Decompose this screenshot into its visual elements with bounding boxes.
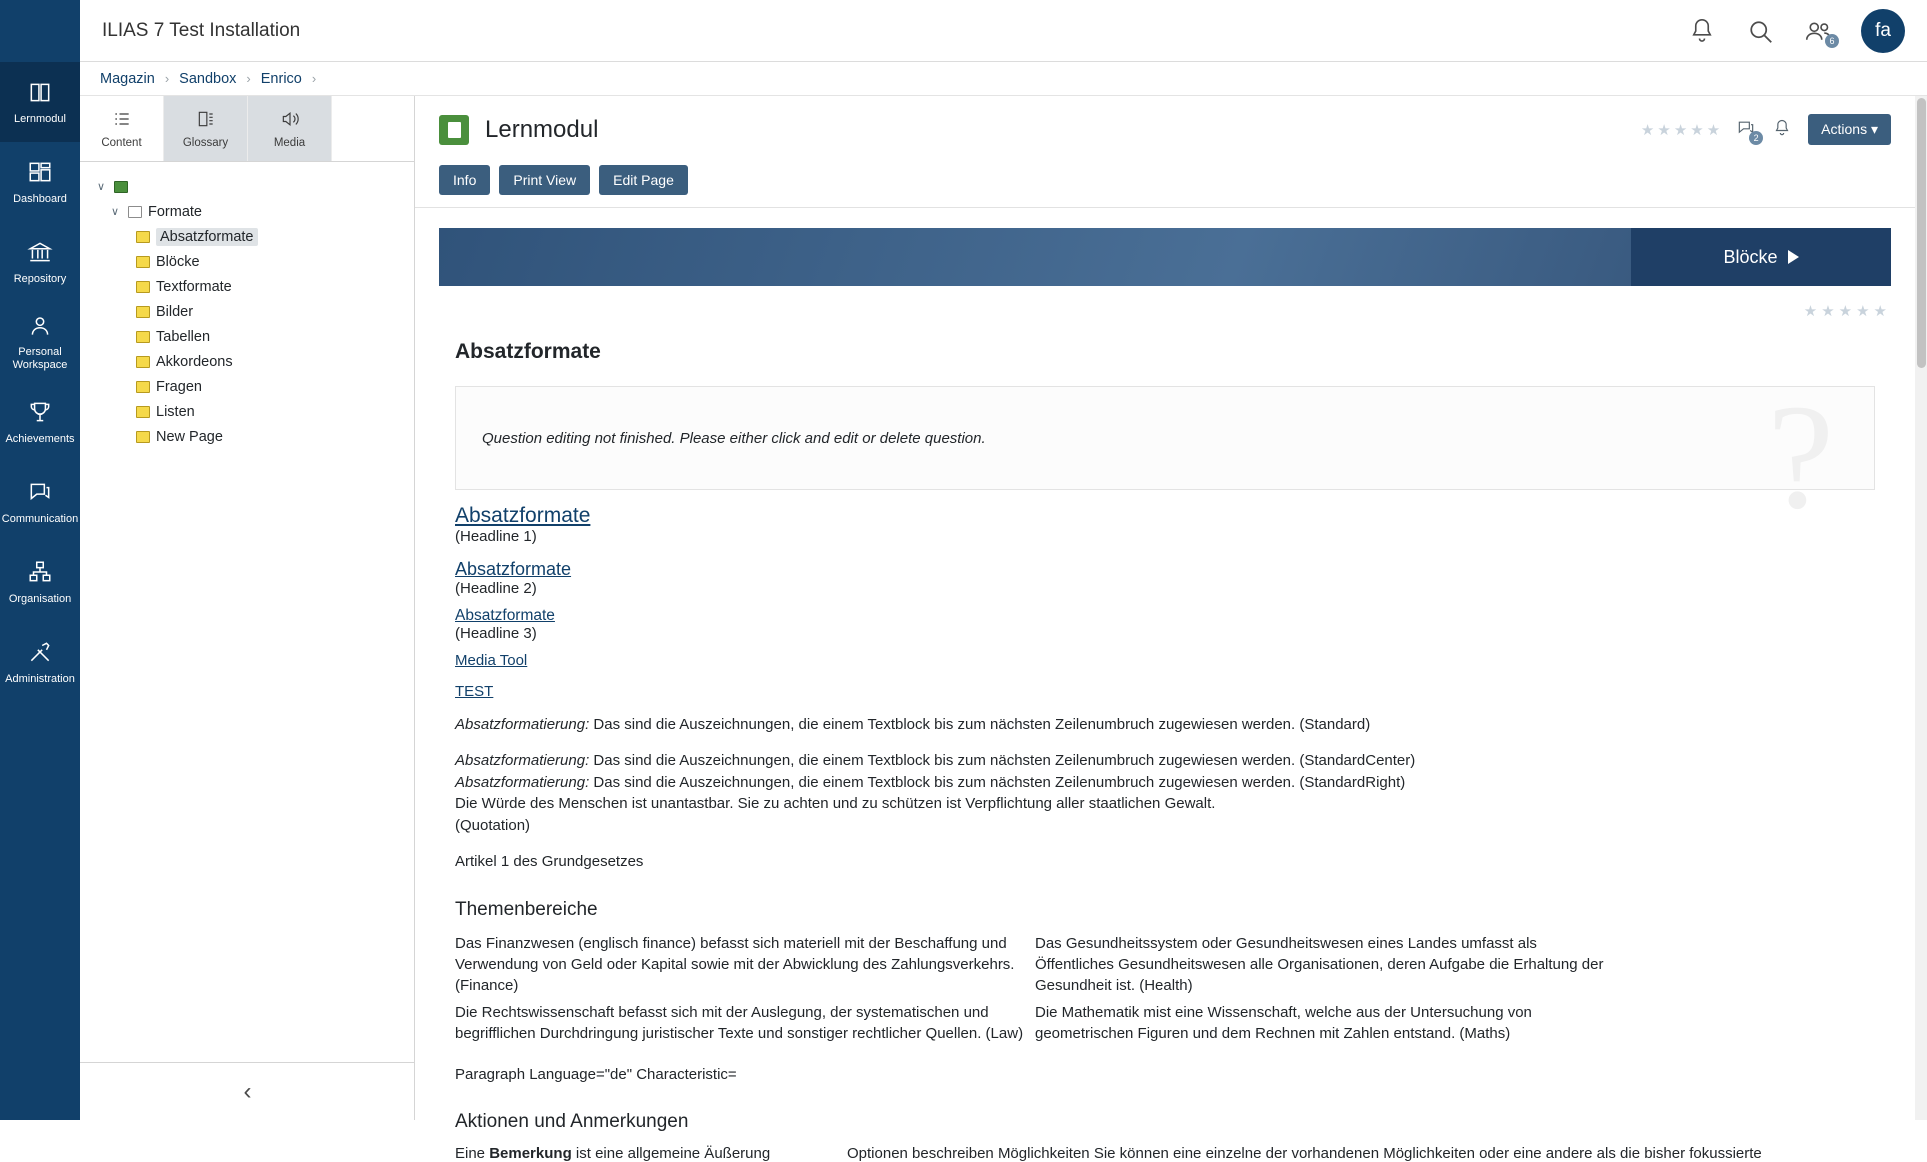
bemerkung-bold: Bemerkung bbox=[489, 1144, 572, 1162]
star-icon[interactable]: ★ bbox=[1706, 121, 1721, 139]
sidebar-item-label: Personal Workspace bbox=[12, 346, 68, 371]
tree-item-label[interactable]: Akkordeons bbox=[156, 353, 233, 370]
content-tree bbox=[80, 162, 414, 449]
paragraph-standard-text: Das sind die Auszeichnungen, die einem Textblock bis zum nächsten Zeilenumbruch zugewiesen werden. (Standard) bbox=[589, 716, 1371, 733]
breadcrumb-item-enrico[interactable]: Enrico bbox=[260, 70, 302, 87]
tree-row[interactable] bbox=[94, 274, 414, 299]
page-icon bbox=[136, 281, 150, 293]
sidebar-item-repository[interactable] bbox=[0, 222, 80, 302]
tab-content[interactable] bbox=[80, 96, 164, 161]
paragraph-language-line: Paragraph Language="de" Characteristic= bbox=[455, 1065, 737, 1083]
notifications-icon[interactable] bbox=[1687, 16, 1717, 46]
tree-row[interactable] bbox=[94, 224, 414, 249]
actions-button[interactable]: Actions ▾ bbox=[1808, 114, 1891, 145]
paragraph-right-text: Das sind die Auszeichnungen, die einem Textblock bis zum nächsten Zeilenumbruch zugewiesen werden. (StandardRight) bbox=[589, 773, 1406, 791]
star-icon[interactable]: ★ bbox=[1873, 303, 1887, 320]
headline-2-block bbox=[455, 559, 1891, 597]
star-icon[interactable]: ★ bbox=[1838, 303, 1853, 320]
org-icon bbox=[25, 559, 55, 589]
tree-item-label[interactable]: Tabellen bbox=[156, 328, 211, 345]
main-navigation-rail bbox=[0, 0, 80, 1120]
search-icon[interactable] bbox=[1745, 16, 1775, 46]
rating-stars-header[interactable] bbox=[1641, 121, 1720, 139]
panel-collapse-button[interactable] bbox=[80, 1062, 415, 1120]
theme-maths: Die Mathematik mist eine Wissenschaft, welche aus der Untersuchung von geometrischen Figuren und dem Rechnen mit Zahlen entstand. (Maths) bbox=[1035, 1003, 1532, 1042]
breadcrumb-item-sandbox[interactable]: Sandbox bbox=[179, 70, 237, 87]
paragraph-standard-label: Absatzformatierung: bbox=[455, 716, 590, 733]
person-icon bbox=[25, 313, 55, 343]
page-icon bbox=[136, 306, 150, 318]
green-page-icon bbox=[114, 181, 128, 193]
sidebar-item-lernmodul[interactable] bbox=[0, 62, 80, 142]
breadcrumb bbox=[80, 62, 1927, 96]
theme-finance: Das Finanzwesen (englisch finance) befasst sich materiell mit der Beschaffung und Verwendung von Geld oder Kapital sowie mit der Abwicklung des Zahlungsverkehrs. (Finance) bbox=[455, 934, 1015, 994]
comments-icon[interactable] bbox=[1736, 118, 1759, 143]
panel-tab-label: Media bbox=[273, 136, 306, 149]
headline-1-link[interactable]: Absatzformate bbox=[455, 504, 591, 527]
top-bar-actions bbox=[1687, 9, 1927, 53]
chevron-down-icon[interactable]: ∨ bbox=[96, 181, 106, 193]
bemerkung-text bbox=[455, 1145, 847, 1162]
folder-icon bbox=[128, 206, 142, 218]
sidebar-item-label: Communication bbox=[1, 512, 79, 525]
tree-item-label[interactable]: Bilder bbox=[156, 303, 194, 320]
next-page-label: Blöcke bbox=[1723, 246, 1778, 267]
bank-icon bbox=[25, 239, 55, 269]
side-panel bbox=[80, 96, 415, 1120]
chat-icon bbox=[25, 479, 55, 509]
aktionen-row bbox=[455, 1145, 1891, 1162]
article-line: Artikel 1 des Grundgesetzes bbox=[455, 852, 644, 870]
sidebar-item-label: Achievements bbox=[5, 432, 75, 445]
paragraph-center-text: Das sind die Auszeichnungen, die einem Textblock bis zum nächsten Zeilenumbruch zugewiesen werden. (StandardCenter) bbox=[589, 751, 1416, 769]
paragraph-standardright bbox=[455, 772, 1891, 794]
paragraph-standardcenter bbox=[455, 750, 1891, 772]
theme-law: Die Rechtswissenschaft befasst sich mit der Auslegung, der systematischen und begrifflichen Durchdringung juristischer Texte und sonstiger rechtlicher Quellen. (Law) bbox=[455, 1003, 1024, 1042]
tree-item-label[interactable]: Absatzformate bbox=[156, 228, 258, 246]
media-icon bbox=[280, 109, 300, 132]
tab-glossary[interactable] bbox=[164, 96, 248, 161]
comments-badge: 2 bbox=[1749, 131, 1763, 145]
themen-row-2 bbox=[455, 1002, 1891, 1044]
sidebar-item-label: Lernmodul bbox=[14, 112, 66, 125]
star-icon[interactable]: ★ bbox=[1690, 121, 1704, 139]
page-icon bbox=[136, 381, 150, 393]
tree-item-label[interactable]: New Page bbox=[156, 428, 223, 445]
star-icon[interactable]: ★ bbox=[1803, 303, 1818, 320]
tree-row[interactable] bbox=[94, 249, 414, 274]
tree-item-label[interactable]: Fragen bbox=[156, 378, 202, 395]
star-icon[interactable]: ★ bbox=[1673, 121, 1688, 139]
tree-row[interactable] bbox=[94, 199, 414, 224]
sidebar-item-label: Dashboard bbox=[13, 192, 67, 205]
headline-2-link[interactable]: Absatzformate bbox=[455, 559, 572, 579]
next-page-button[interactable] bbox=[1631, 228, 1891, 286]
headline-1-block bbox=[455, 504, 1891, 545]
panel-tab-bar bbox=[80, 96, 414, 162]
users-badge: 6 bbox=[1825, 34, 1839, 48]
tree-row[interactable] bbox=[94, 349, 414, 374]
optionen-text: Optionen beschreiben Möglichkeiten Sie können eine einzelne der vorhandenen Möglichkeiten oder eine andere als die bisher fokussierte bbox=[847, 1144, 1762, 1162]
quotation-text: Die Würde des Menschen ist unantastbar. Sie zu achten und zu schützen ist Verpflichtung aller staatlichen Gewalt. bbox=[455, 795, 1216, 813]
headline-3-block bbox=[455, 607, 1891, 642]
sidebar-item-achievements[interactable] bbox=[0, 382, 80, 462]
rating-stars-content[interactable] bbox=[415, 286, 1915, 320]
page-header bbox=[415, 96, 1915, 159]
book-icon bbox=[25, 79, 55, 109]
breadcrumb-item-magazin[interactable]: Magazin bbox=[100, 70, 155, 87]
banner-image bbox=[439, 228, 1631, 286]
chevron-right-icon: › bbox=[246, 71, 251, 86]
page-tab-bar bbox=[415, 159, 1915, 208]
paragraph-right-label: Absatzformatierung: bbox=[455, 773, 590, 791]
test-link-block bbox=[455, 683, 1891, 700]
sidebar-item-label: Administration bbox=[5, 672, 75, 685]
tab-media[interactable] bbox=[248, 96, 332, 161]
headline-3-caption: (Headline 3) bbox=[455, 625, 537, 642]
tab-edit-page[interactable]: Edit Page bbox=[599, 165, 688, 195]
aktionen-title: Aktionen und Anmerkungen bbox=[455, 1110, 689, 1132]
list-icon bbox=[112, 109, 132, 132]
top-bar bbox=[0, 0, 1927, 62]
notification-bell-icon[interactable] bbox=[1772, 118, 1792, 142]
themenbereiche-title: Themenbereiche bbox=[455, 898, 598, 920]
avatar[interactable] bbox=[1861, 9, 1905, 53]
tree-item-label[interactable]: Formate bbox=[148, 203, 202, 220]
page-icon bbox=[136, 356, 150, 368]
dashboard-icon bbox=[25, 159, 55, 189]
chevron-right-icon: › bbox=[311, 71, 317, 86]
sidebar-item-organisation[interactable] bbox=[0, 542, 80, 622]
quotation-tag: (Quotation) bbox=[455, 817, 531, 834]
bemerkung-prefix: Eine bbox=[455, 1144, 490, 1162]
headline-2-caption: (Headline 2) bbox=[455, 580, 537, 597]
sidebar-item-dashboard[interactable] bbox=[0, 142, 80, 222]
panel-tab-label: Glossary bbox=[182, 136, 229, 149]
question-mark-icon: ? bbox=[1767, 374, 1834, 540]
panel-tab-label: Content bbox=[101, 136, 142, 149]
tree-item-label[interactable]: Blöcke bbox=[156, 253, 200, 270]
trophy-icon bbox=[25, 399, 55, 429]
chevron-right-icon: › bbox=[164, 71, 170, 86]
main-content bbox=[415, 96, 1915, 1162]
themen-row-1 bbox=[455, 933, 1891, 996]
tree-row[interactable] bbox=[94, 399, 414, 424]
star-icon[interactable]: ★ bbox=[1856, 303, 1870, 320]
test-link[interactable]: TEST bbox=[455, 683, 494, 700]
avatar-initials: fa bbox=[1875, 19, 1891, 41]
star-icon[interactable]: ★ bbox=[1657, 121, 1671, 139]
media-tool-block bbox=[455, 652, 1891, 669]
page-title: Lernmodul bbox=[485, 115, 599, 143]
theme-health: Das Gesundheitssystem oder Gesundheitswesen eines Landes umfasst als Öffentliches Gesundheitswesen alle Organisationen, deren Aufgabe die Erhaltung der Gesundheit ist. (Health) bbox=[1035, 934, 1604, 994]
tab-print-view[interactable]: Print View bbox=[499, 165, 590, 195]
sidebar-item-communication[interactable] bbox=[0, 462, 80, 542]
sidebar-item-administration[interactable] bbox=[0, 622, 80, 702]
tree-row[interactable] bbox=[94, 374, 414, 399]
content-title: Absatzformate bbox=[455, 340, 601, 363]
chevron-down-icon[interactable]: ∨ bbox=[110, 206, 120, 218]
page-icon bbox=[136, 231, 150, 243]
tree-item-label[interactable]: Textformate bbox=[156, 278, 232, 295]
sidebar-item-label: Organisation bbox=[8, 592, 72, 605]
page-header-actions bbox=[1641, 114, 1891, 145]
sidebar-item-label: Repository bbox=[13, 272, 67, 285]
question-notice: Question editing not finished. Please either click and edit or delete question. bbox=[482, 429, 986, 447]
page-icon bbox=[136, 331, 150, 343]
tree-row[interactable] bbox=[94, 424, 414, 449]
page-icon bbox=[136, 406, 150, 418]
bemerkung-suffix: ist eine allgemeine Äußerung bbox=[571, 1144, 771, 1162]
page-content bbox=[415, 340, 1915, 1162]
paragraph-standard bbox=[455, 714, 1891, 736]
navigation-banner bbox=[439, 228, 1891, 286]
media-tool-link[interactable]: Media Tool bbox=[455, 652, 528, 669]
tab-info[interactable]: Info bbox=[439, 165, 490, 195]
star-icon[interactable]: ★ bbox=[1821, 303, 1835, 320]
paragraph-center-label: Absatzformatierung: bbox=[455, 751, 590, 769]
headline-3-link[interactable]: Absatzformate bbox=[455, 607, 555, 624]
learning-module-icon bbox=[439, 115, 469, 145]
tree-row[interactable] bbox=[94, 174, 414, 199]
arrow-right-icon bbox=[1788, 250, 1799, 264]
headline-1-caption: (Headline 1) bbox=[455, 528, 537, 545]
glossary-icon bbox=[196, 109, 216, 132]
page-icon bbox=[136, 256, 150, 268]
tree-row[interactable] bbox=[94, 324, 414, 349]
installation-title: ILIAS 7 Test Installation bbox=[102, 19, 301, 41]
chevron-left-icon: ‹ bbox=[243, 1077, 252, 1105]
users-icon[interactable] bbox=[1803, 16, 1833, 46]
sidebar-item-personal-workspace[interactable] bbox=[0, 302, 80, 382]
tree-item-label[interactable]: Listen bbox=[156, 403, 195, 420]
tools-icon bbox=[25, 639, 55, 669]
star-icon[interactable]: ★ bbox=[1640, 121, 1655, 139]
tree-row[interactable] bbox=[94, 299, 414, 324]
page-icon bbox=[136, 431, 150, 443]
scrollbar-thumb[interactable] bbox=[1917, 98, 1926, 368]
page-scrollbar[interactable] bbox=[1915, 96, 1927, 1120]
